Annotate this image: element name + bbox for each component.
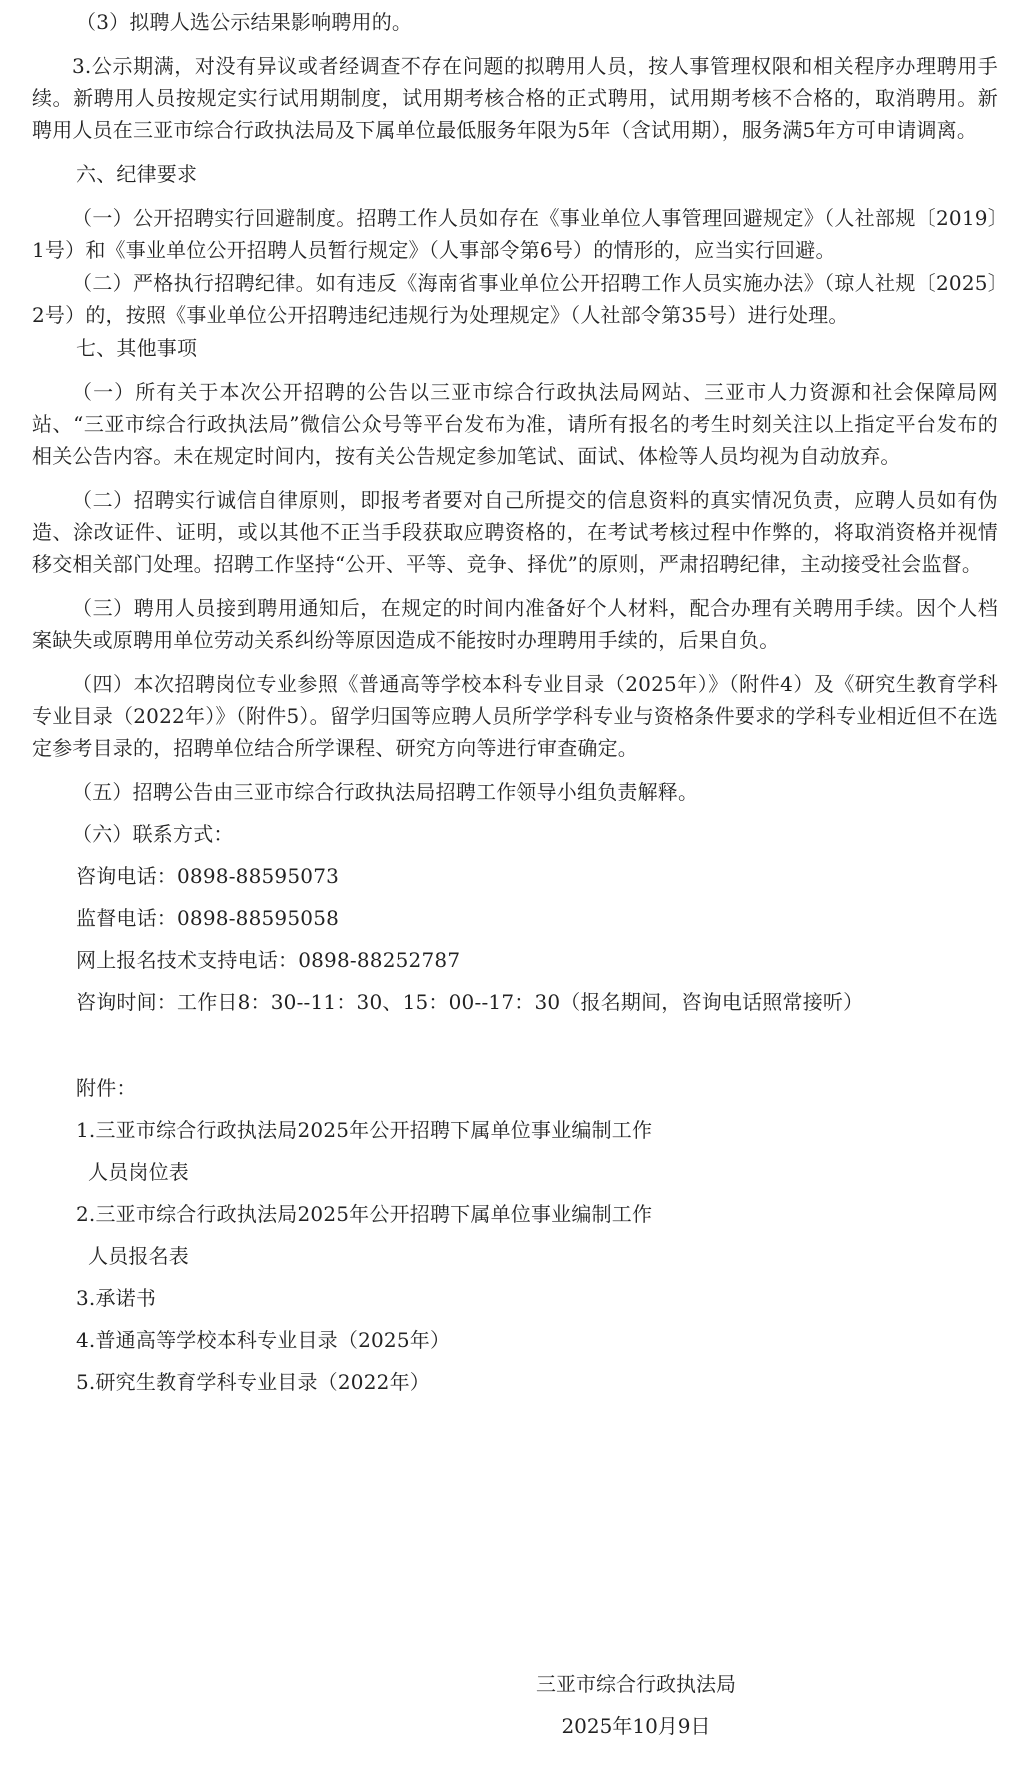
paragraph-probation: 3.公示期满，对没有异议或者经调查不存在问题的拟聘用人员，按人事管理权限和相关程序办理聘用手续。新聘用人员按规定实行试用期制度，试用期考核合格的正式聘用，试用期考核不合格的，取消聘用。新聘用人员在三亚市综合行政执法局及下属单位最低服务年限为5年（含试用期），服务满5年方可申请调离。 [32,54,998,142]
paragraph-discipline-rules: （二）严格执行招聘纪律。如有违反《海南省事业单位公开招聘工作人员实施办法》（琼人社规〔2025〕2号）的，按照《事业单位公开招聘违纪违规行为处理规定》（人社部令第35号）进行处理。 [32,271,998,327]
consult-phone: 咨询电话：0898-88595073 [76,864,340,888]
attachment-4: 4.普通高等学校本科专业目录（2025年） [76,1328,451,1352]
signature-org: 三亚市综合行政执法局 [536,1672,736,1696]
attachment-1-cont: 人员岗位表 [88,1160,189,1184]
section-heading-other: 七、其他事项 [76,336,198,360]
signature-date: 2025年10月9日 [561,1714,711,1738]
supervise-phone: 监督电话：0898-88595058 [76,906,340,930]
attachment-1: 1.三亚市综合行政执法局2025年公开招聘下属单位事业编制工作 [76,1118,653,1142]
tech-support-phone: 网上报名技术支持电话：0898-88252787 [76,948,461,972]
paragraph-major-reference: （四）本次招聘岗位专业参照《普通高等学校本科专业目录（2025年）》（附件4）及《研究生教育学科专业目录（2022年）》（附件5）。留学归国等应聘人员所学学科专业与资格条件要求的学科专业相近但不在选定参考目录的，招聘单位结合所学课程、研究方向等进行审查确定。 [32,672,998,760]
paragraph-interpretation: （五）招聘公告由三亚市综合行政执法局招聘工作领导小组负责解释。 [72,780,699,804]
paragraph-announcement-platforms: （一）所有关于本次公开招聘的公告以三亚市综合行政执法局网站、三亚市人力资源和社会保障局网站、“三亚市综合行政执法局”微信公众号等平台发布为准，请所有报名的考生时刻关注以上指定平台发布的相关公告内容。未在规定时间内，按有关公告规定参加笔试、面试、体检等人员均视为自动放弃。 [32,380,998,468]
paragraph-avoidance: （一）公开招聘实行回避制度。招聘工作人员如存在《事业单位人事管理回避规定》（人社部规〔2019〕1号）和《事业单位公开招聘人员暂行规定》（人事部令第6号）的情形的，应当实行回避。 [32,206,998,262]
attachment-5: 5.研究生教育学科专业目录（2022年） [76,1370,430,1394]
notice-document [32,6,998,1398]
attachments-label: 附件： [76,1076,137,1100]
attachment-2-cont: 人员报名表 [88,1244,189,1268]
attachment-2: 2.三亚市综合行政执法局2025年公开招聘下属单位事业编制工作 [76,1202,653,1226]
paragraph-contact-heading: （六）联系方式： [72,822,234,846]
attachment-3: 3.承诺书 [76,1286,157,1310]
paragraph-integrity: （二）招聘实行诚信自律原则，即报考者要对自己所提交的信息资料的真实情况负责，应聘人员如有伪造、涂改证件、证明，或以其他不正当手段获取应聘资格的，在考试考核过程中作弊的，将取消资格并视情移交相关部门处理。招聘工作坚持“公开、平等、竞争、择优”的原则，严肃招聘纪律，主动接受社会监督。 [32,488,998,576]
section-heading-discipline: 六、纪律要求 [76,162,198,186]
paragraph-item-3: （3）拟聘人选公示结果影响聘用的。 [76,10,413,34]
paragraph-employment-procedures: （三）聘用人员接到聘用通知后，在规定的时间内准备好个人材料，配合办理有关聘用手续。因个人档案缺失或原聘用单位劳动关系纠纷等原因造成不能按时办理聘用手续的，后果自负。 [32,596,998,652]
consult-hours: 咨询时间：工作日8：30--11：30、15：00--17：30（报名期间，咨询电话照常接听） [76,990,864,1014]
